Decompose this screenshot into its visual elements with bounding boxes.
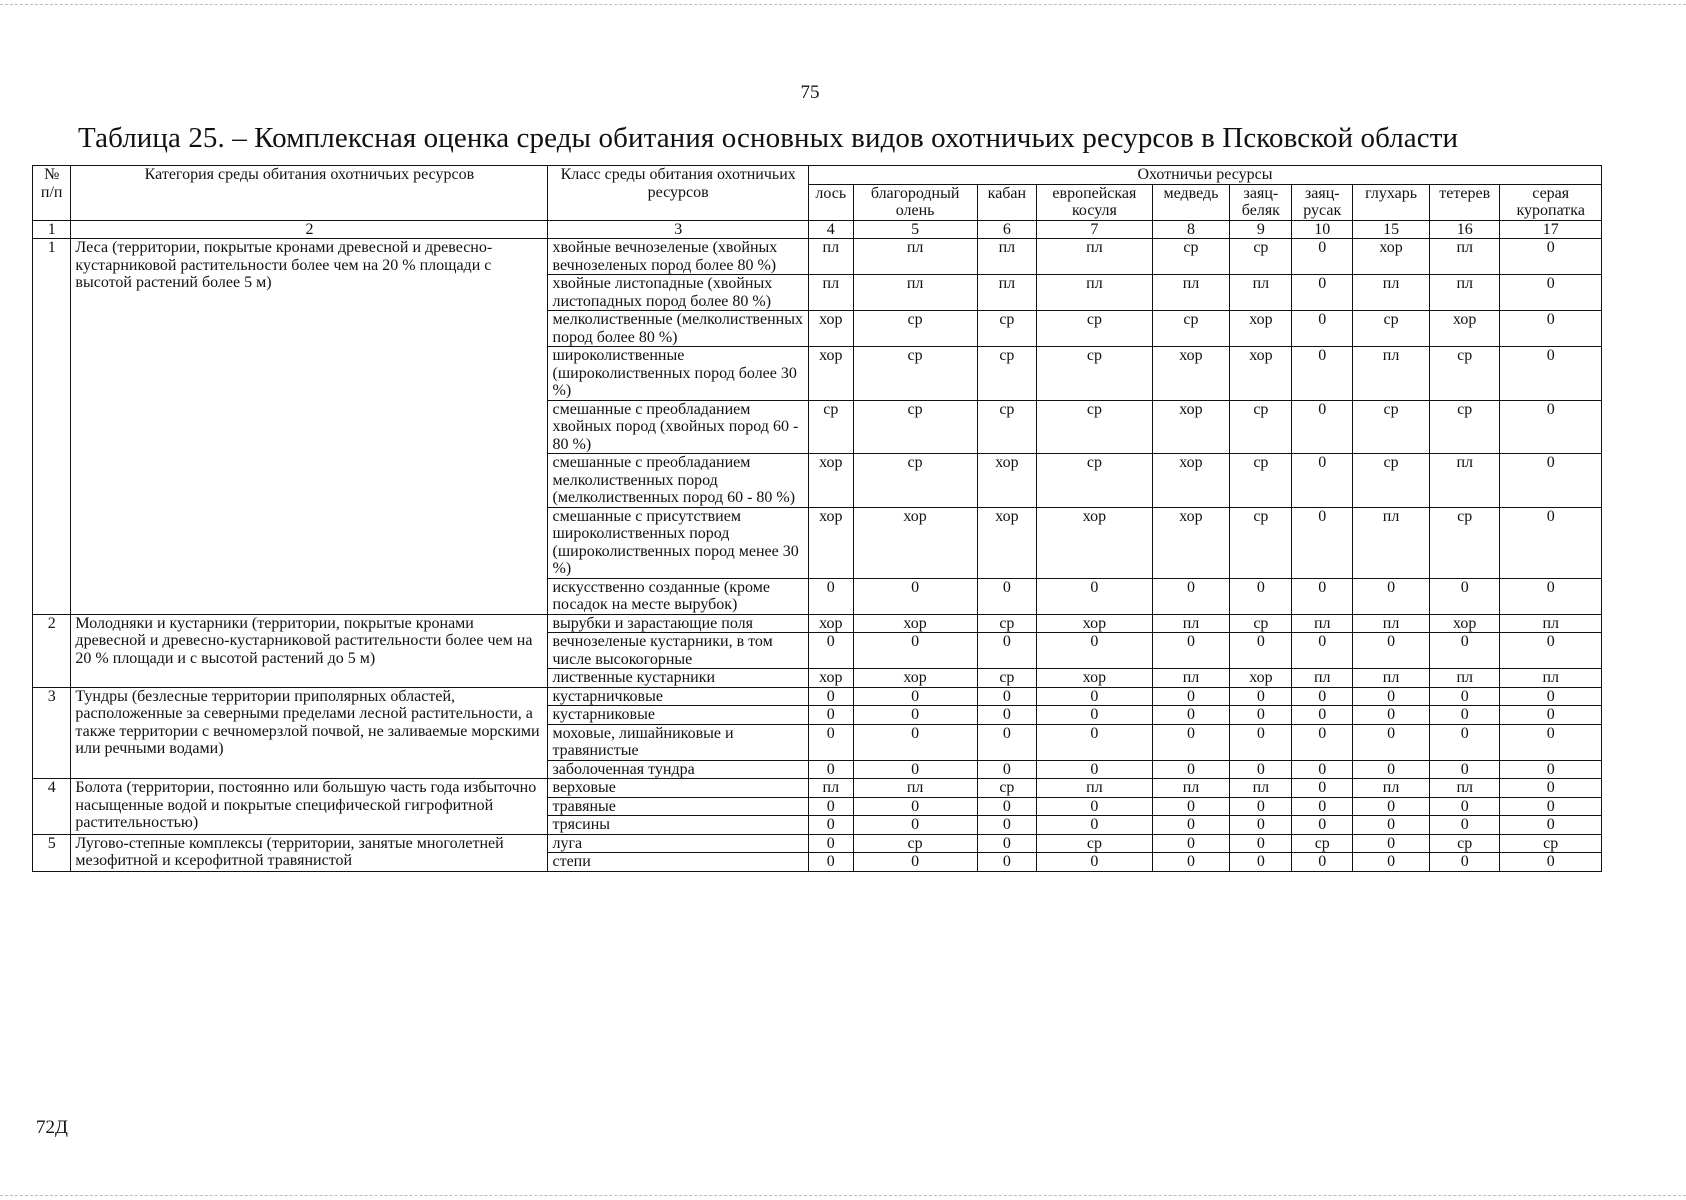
column-number: 9 bbox=[1230, 220, 1292, 239]
assessment-cell: пл bbox=[977, 239, 1037, 275]
assessment-cell: 0 bbox=[1152, 853, 1230, 872]
assessment-cell: пл bbox=[1353, 614, 1430, 633]
assessment-cell: хор bbox=[1230, 669, 1292, 688]
assessment-cell: 0 bbox=[1500, 400, 1602, 454]
assessment-cell: ср bbox=[853, 834, 977, 853]
assessment-cell: 0 bbox=[808, 853, 853, 872]
habitat-class: смешанные с присутствием широколиственных пород (широколиственных пород менее 30 %) bbox=[548, 507, 808, 578]
assessment-cell: хор bbox=[853, 669, 977, 688]
assessment-cell: хор bbox=[808, 347, 853, 401]
habitat-class: лиственные кустарники bbox=[548, 669, 808, 688]
assessment-cell: 0 bbox=[1353, 760, 1430, 779]
habitat-category: Молодняки и кустарники (территории, покрытые кронами древесной и древесно-кустарниковой растительности более чем на 20 % площади и с высотой растений до 5 м) bbox=[71, 614, 548, 687]
assessment-cell: 0 bbox=[853, 687, 977, 706]
col-header-class: Класс среды обитания охотничьих ресурсов bbox=[548, 166, 808, 221]
col-header-species: европейская косуля bbox=[1037, 184, 1152, 220]
column-number: 16 bbox=[1430, 220, 1500, 239]
assessment-cell: 0 bbox=[1292, 347, 1353, 401]
assessment-cell: 0 bbox=[808, 724, 853, 760]
habitat-class: заболоченная тундра bbox=[548, 760, 808, 779]
assessment-cell: 0 bbox=[1500, 706, 1602, 725]
assessment-cell: ср bbox=[1430, 400, 1500, 454]
assessment-cell: ср bbox=[1037, 454, 1152, 508]
assessment-cell: 0 bbox=[1500, 816, 1602, 835]
assessment-cell: хор bbox=[853, 614, 977, 633]
assessment-cell: ср bbox=[853, 311, 977, 347]
row-number: 1 bbox=[33, 239, 71, 615]
assessment-cell: ср bbox=[1430, 834, 1500, 853]
assessment-cell: хор bbox=[1152, 347, 1230, 401]
assessment-cell: 0 bbox=[1500, 275, 1602, 311]
habitat-category: Болота (территории, постоянно или большую часть года избыточно насыщенные водой и покрытые специфической гигрофитной растительностью) bbox=[71, 779, 548, 835]
habitat-class: хвойные листопадные (хвойных листопадных пород более 80 %) bbox=[548, 275, 808, 311]
assessment-cell: 0 bbox=[1500, 239, 1602, 275]
assessment-cell: ср bbox=[1430, 507, 1500, 578]
assessment-cell: 0 bbox=[808, 797, 853, 816]
habitat-category: Тундры (безлесные территории приполярных областей, расположенные за северными пределами лесной растительности, а также территории с вечномерзлой почвой, не заливаемые морскими или речными водами) bbox=[71, 687, 548, 779]
assessment-cell: 0 bbox=[1037, 724, 1152, 760]
assessment-cell: пл bbox=[1037, 779, 1152, 798]
assessment-cell: хор bbox=[808, 507, 853, 578]
table-row bbox=[33, 614, 1602, 633]
assessment-cell: 0 bbox=[1230, 687, 1292, 706]
assessment-cell: 0 bbox=[1353, 797, 1430, 816]
assessment-cell: пл bbox=[1430, 239, 1500, 275]
habitat-class: смешанные с преобладанием мелколиственных пород (мелколиственных пород 60 - 80 %) bbox=[548, 454, 808, 508]
habitat-class: хвойные вечнозеленые (хвойных вечнозеленых пород более 80 %) bbox=[548, 239, 808, 275]
column-number: 8 bbox=[1152, 220, 1230, 239]
assessment-cell: 0 bbox=[1500, 311, 1602, 347]
assessment-cell: 0 bbox=[853, 797, 977, 816]
page-number: 75 bbox=[800, 82, 820, 103]
assessment-cell: пл bbox=[1152, 614, 1230, 633]
column-number: 4 bbox=[808, 220, 853, 239]
habitat-class: мелколиственные (мелколиственных пород более 80 %) bbox=[548, 311, 808, 347]
assessment-cell: 0 bbox=[1353, 853, 1430, 872]
scan-top-edge bbox=[0, 4, 1686, 5]
assessment-cell: хор bbox=[1230, 347, 1292, 401]
assessment-cell: 0 bbox=[808, 706, 853, 725]
assessment-cell: 0 bbox=[1292, 853, 1353, 872]
assessment-cell: пл bbox=[1152, 275, 1230, 311]
assessment-cell: 0 bbox=[1353, 578, 1430, 614]
assessment-cell: 0 bbox=[1292, 706, 1353, 725]
assessment-cell: пл bbox=[1430, 779, 1500, 798]
assessment-cell: пл bbox=[1292, 669, 1353, 688]
assessment-cell: 0 bbox=[1292, 816, 1353, 835]
col-header-species: лось bbox=[808, 184, 853, 220]
assessment-cell: 0 bbox=[1430, 706, 1500, 725]
assessment-cell: 0 bbox=[1152, 834, 1230, 853]
assessment-cell: ср bbox=[1152, 239, 1230, 275]
assessment-cell: пл bbox=[1353, 275, 1430, 311]
assessment-cell: 0 bbox=[977, 706, 1037, 725]
assessment-cell: 0 bbox=[1292, 239, 1353, 275]
assessment-cell: ср bbox=[1353, 400, 1430, 454]
assessment-cell: 0 bbox=[853, 706, 977, 725]
assessment-cell: 0 bbox=[1037, 816, 1152, 835]
assessment-cell: пл bbox=[1353, 507, 1430, 578]
assessment-cell: 0 bbox=[1037, 853, 1152, 872]
habitat-class: травяные bbox=[548, 797, 808, 816]
assessment-cell: 0 bbox=[1353, 834, 1430, 853]
assessment-cell: 0 bbox=[808, 834, 853, 853]
habitat-class: широколиственные (широколиственных пород более 30 %) bbox=[548, 347, 808, 401]
habitat-class: верховые bbox=[548, 779, 808, 798]
assessment-cell: 0 bbox=[1500, 779, 1602, 798]
column-number: 2 bbox=[71, 220, 548, 239]
assessment-cell: 0 bbox=[1152, 633, 1230, 669]
assessment-cell: пл bbox=[977, 275, 1037, 311]
assessment-cell: 0 bbox=[853, 816, 977, 835]
assessment-cell: пл bbox=[1430, 669, 1500, 688]
habitat-class: моховые, лишайниковые и травянистые bbox=[548, 724, 808, 760]
header-row-1 bbox=[33, 166, 1602, 185]
assessment-cell: 0 bbox=[977, 797, 1037, 816]
assessment-cell: пл bbox=[1292, 614, 1353, 633]
column-number: 5 bbox=[853, 220, 977, 239]
assessment-cell: хор bbox=[808, 614, 853, 633]
assessment-cell: 0 bbox=[1430, 853, 1500, 872]
table-row bbox=[33, 687, 1602, 706]
habitat-assessment-table bbox=[32, 165, 1602, 872]
assessment-cell: 0 bbox=[1500, 347, 1602, 401]
table-row bbox=[33, 239, 1602, 275]
assessment-cell: хор bbox=[1353, 239, 1430, 275]
assessment-cell: пл bbox=[1353, 669, 1430, 688]
assessment-cell: пл bbox=[1037, 275, 1152, 311]
assessment-cell: пл bbox=[1037, 239, 1152, 275]
assessment-cell: 0 bbox=[1430, 578, 1500, 614]
assessment-cell: пл bbox=[853, 779, 977, 798]
habitat-class: степи bbox=[548, 853, 808, 872]
col-header-species: заяц-русак bbox=[1292, 184, 1353, 220]
assessment-cell: ср bbox=[853, 454, 977, 508]
habitat-category: Леса (территории, покрытые кронами древесной и древесно-кустарниковой растительности более чем на 20 % площади с высотой растений более 5 м) bbox=[71, 239, 548, 615]
assessment-cell: 0 bbox=[1430, 797, 1500, 816]
assessment-cell: 0 bbox=[1230, 834, 1292, 853]
assessment-cell: хор bbox=[1152, 507, 1230, 578]
assessment-cell: 0 bbox=[1230, 706, 1292, 725]
col-header-species: глухарь bbox=[1353, 184, 1430, 220]
assessment-cell: хор bbox=[977, 507, 1037, 578]
assessment-cell: 0 bbox=[1037, 797, 1152, 816]
assessment-cell: 0 bbox=[1292, 275, 1353, 311]
assessment-cell: 0 bbox=[1430, 687, 1500, 706]
assessment-cell: 0 bbox=[1037, 633, 1152, 669]
column-number: 17 bbox=[1500, 220, 1602, 239]
assessment-cell: ср bbox=[1430, 347, 1500, 401]
assessment-cell: ср bbox=[1152, 311, 1230, 347]
col-header-species: заяц-беляк bbox=[1230, 184, 1292, 220]
assessment-cell: 0 bbox=[1353, 724, 1430, 760]
assessment-cell: 0 bbox=[1500, 853, 1602, 872]
assessment-cell: 0 bbox=[853, 853, 977, 872]
assessment-cell: 0 bbox=[1500, 633, 1602, 669]
assessment-cell: хор bbox=[1430, 614, 1500, 633]
assessment-cell: пл bbox=[1353, 779, 1430, 798]
assessment-cell: 0 bbox=[808, 687, 853, 706]
assessment-cell: 0 bbox=[1037, 760, 1152, 779]
assessment-cell: 0 bbox=[1292, 578, 1353, 614]
assessment-cell: 0 bbox=[1152, 816, 1230, 835]
assessment-cell: 0 bbox=[1292, 687, 1353, 706]
assessment-cell: хор bbox=[808, 669, 853, 688]
assessment-cell: 0 bbox=[1292, 400, 1353, 454]
assessment-cell: пл bbox=[1430, 275, 1500, 311]
assessment-cell: ср bbox=[977, 779, 1037, 798]
assessment-cell: ср bbox=[1037, 311, 1152, 347]
col-header-species: благородный олень bbox=[853, 184, 977, 220]
assessment-cell: пл bbox=[808, 239, 853, 275]
assessment-cell: ср bbox=[808, 400, 853, 454]
assessment-cell: 0 bbox=[1430, 724, 1500, 760]
assessment-cell: хор bbox=[977, 454, 1037, 508]
document-code: 72Д bbox=[36, 1117, 68, 1138]
assessment-cell: ср bbox=[853, 347, 977, 401]
assessment-cell: хор bbox=[1037, 614, 1152, 633]
assessment-cell: 0 bbox=[808, 816, 853, 835]
assessment-cell: ср bbox=[977, 311, 1037, 347]
assessment-cell: 0 bbox=[1500, 507, 1602, 578]
assessment-cell: 0 bbox=[977, 724, 1037, 760]
assessment-cell: 0 bbox=[1152, 706, 1230, 725]
assessment-cell: хор bbox=[1152, 400, 1230, 454]
habitat-class: вырубки и зарастающие поля bbox=[548, 614, 808, 633]
row-number: 2 bbox=[33, 614, 71, 687]
assessment-cell: 0 bbox=[1230, 578, 1292, 614]
assessment-cell: 0 bbox=[1292, 760, 1353, 779]
assessment-cell: ср bbox=[1292, 834, 1353, 853]
assessment-cell: хор bbox=[1037, 669, 1152, 688]
assessment-cell: ср bbox=[977, 669, 1037, 688]
assessment-cell: пл bbox=[808, 779, 853, 798]
habitat-class: искусственно созданные (кроме посадок на месте вырубок) bbox=[548, 578, 808, 614]
assessment-cell: 0 bbox=[1353, 633, 1430, 669]
assessment-cell: 0 bbox=[977, 834, 1037, 853]
scan-bottom-edge bbox=[0, 1195, 1686, 1196]
assessment-cell: 0 bbox=[1292, 633, 1353, 669]
assessment-cell: 0 bbox=[1500, 454, 1602, 508]
assessment-cell: пл bbox=[1152, 779, 1230, 798]
assessment-cell: 0 bbox=[1500, 760, 1602, 779]
assessment-cell: 0 bbox=[977, 853, 1037, 872]
col-header-category: Категория среды обитания охотничьих ресурсов bbox=[71, 166, 548, 221]
assessment-cell: 0 bbox=[1353, 816, 1430, 835]
assessment-cell: ср bbox=[1230, 614, 1292, 633]
col-header-species: тетерев bbox=[1430, 184, 1500, 220]
assessment-cell: хор bbox=[1152, 454, 1230, 508]
assessment-cell: ср bbox=[1353, 454, 1430, 508]
table-row bbox=[33, 834, 1602, 853]
assessment-cell: 0 bbox=[808, 633, 853, 669]
assessment-cell: 0 bbox=[1292, 507, 1353, 578]
assessment-cell: ср bbox=[1500, 834, 1602, 853]
assessment-cell: 0 bbox=[1500, 687, 1602, 706]
assessment-cell: 0 bbox=[1500, 797, 1602, 816]
assessment-cell: пл bbox=[808, 275, 853, 311]
table-row bbox=[33, 779, 1602, 798]
assessment-cell: 0 bbox=[1430, 816, 1500, 835]
row-number: 4 bbox=[33, 779, 71, 835]
assessment-cell: 0 bbox=[1292, 779, 1353, 798]
assessment-cell: ср bbox=[1230, 454, 1292, 508]
assessment-cell: ср bbox=[1353, 311, 1430, 347]
assessment-cell: пл bbox=[1500, 669, 1602, 688]
assessment-cell: 0 bbox=[977, 687, 1037, 706]
col-header-no: № п/п bbox=[33, 166, 71, 221]
assessment-cell: 0 bbox=[977, 578, 1037, 614]
table-body bbox=[33, 239, 1602, 872]
assessment-cell: ср bbox=[1230, 400, 1292, 454]
assessment-cell: пл bbox=[1500, 614, 1602, 633]
assessment-cell: 0 bbox=[1037, 706, 1152, 725]
column-number: 1 bbox=[33, 220, 71, 239]
column-number: 10 bbox=[1292, 220, 1353, 239]
habitat-class: вечнозеленые кустарники, в том числе высокогорные bbox=[548, 633, 808, 669]
assessment-cell: 0 bbox=[1230, 797, 1292, 816]
col-header-species: серая куропатка bbox=[1500, 184, 1602, 220]
assessment-cell: 0 bbox=[1152, 578, 1230, 614]
col-header-species: кабан bbox=[977, 184, 1037, 220]
column-number: 6 bbox=[977, 220, 1037, 239]
column-number: 3 bbox=[548, 220, 808, 239]
assessment-cell: хор bbox=[1430, 311, 1500, 347]
assessment-cell: хор bbox=[1230, 311, 1292, 347]
assessment-cell: 0 bbox=[1292, 724, 1353, 760]
col-header-resources: Охотничьи ресурсы bbox=[808, 166, 1601, 185]
assessment-cell: 0 bbox=[1500, 724, 1602, 760]
assessment-cell: ср bbox=[977, 614, 1037, 633]
assessment-cell: 0 bbox=[1230, 760, 1292, 779]
assessment-cell: 0 bbox=[1152, 760, 1230, 779]
assessment-cell: 0 bbox=[808, 760, 853, 779]
assessment-cell: 0 bbox=[1500, 578, 1602, 614]
assessment-cell: 0 bbox=[1230, 816, 1292, 835]
assessment-cell: пл bbox=[1152, 669, 1230, 688]
assessment-cell: 0 bbox=[1037, 687, 1152, 706]
assessment-cell: ср bbox=[1037, 834, 1152, 853]
col-header-species: медведь bbox=[1152, 184, 1230, 220]
assessment-cell: 0 bbox=[977, 760, 1037, 779]
assessment-cell: 0 bbox=[853, 578, 977, 614]
assessment-cell: пл bbox=[1430, 454, 1500, 508]
assessment-cell: 0 bbox=[977, 816, 1037, 835]
column-number: 7 bbox=[1037, 220, 1152, 239]
assessment-cell: ср bbox=[1037, 347, 1152, 401]
habitat-class: кустарничковые bbox=[548, 687, 808, 706]
habitat-class: смешанные с преобладанием хвойных пород (хвойных пород 60 - 80 %) bbox=[548, 400, 808, 454]
assessment-cell: хор bbox=[808, 311, 853, 347]
habitat-class: кустарниковые bbox=[548, 706, 808, 725]
habitat-class: луга bbox=[548, 834, 808, 853]
assessment-cell: пл bbox=[853, 275, 977, 311]
column-number: 15 bbox=[1353, 220, 1430, 239]
assessment-cell: пл bbox=[1353, 347, 1430, 401]
row-number: 3 bbox=[33, 687, 71, 779]
assessment-cell: 0 bbox=[853, 633, 977, 669]
assessment-cell: 0 bbox=[1230, 633, 1292, 669]
assessment-cell: 0 bbox=[977, 633, 1037, 669]
assessment-cell: хор bbox=[808, 454, 853, 508]
assessment-cell: 0 bbox=[1230, 853, 1292, 872]
assessment-cell: 0 bbox=[1292, 797, 1353, 816]
assessment-cell: ср bbox=[977, 347, 1037, 401]
habitat-category: Лугово-степные комплексы (территории, занятые многолетней мезофитной и ксерофитной травянистой bbox=[71, 834, 548, 871]
assessment-cell: 0 bbox=[1152, 797, 1230, 816]
assessment-cell: 0 bbox=[1353, 706, 1430, 725]
assessment-cell: пл bbox=[1230, 779, 1292, 798]
assessment-cell: ср bbox=[1037, 400, 1152, 454]
assessment-cell: хор bbox=[853, 507, 977, 578]
assessment-cell: 0 bbox=[1292, 311, 1353, 347]
assessment-cell: 0 bbox=[853, 760, 977, 779]
assessment-cell: 0 bbox=[1037, 578, 1152, 614]
assessment-cell: ср bbox=[853, 400, 977, 454]
assessment-cell: 0 bbox=[1430, 633, 1500, 669]
assessment-cell: 0 bbox=[1353, 687, 1430, 706]
assessment-cell: пл bbox=[1230, 275, 1292, 311]
assessment-cell: ср bbox=[1230, 239, 1292, 275]
column-number-row bbox=[33, 220, 1602, 239]
assessment-cell: 0 bbox=[1152, 724, 1230, 760]
assessment-cell: 0 bbox=[1152, 687, 1230, 706]
row-number: 5 bbox=[33, 834, 71, 871]
assessment-cell: 0 bbox=[808, 578, 853, 614]
assessment-cell: ср bbox=[1230, 507, 1292, 578]
assessment-cell: 0 bbox=[1430, 760, 1500, 779]
assessment-cell: 0 bbox=[1230, 724, 1292, 760]
assessment-cell: 0 bbox=[1292, 454, 1353, 508]
habitat-class: трясины bbox=[548, 816, 808, 835]
table-title: Таблица 25. – Комплексная оценка среды обитания основных видов охотничьих ресурсов в Псковской области bbox=[78, 122, 1459, 154]
assessment-cell: хор bbox=[1037, 507, 1152, 578]
assessment-cell: 0 bbox=[853, 724, 977, 760]
assessment-cell: пл bbox=[853, 239, 977, 275]
assessment-cell: ср bbox=[977, 400, 1037, 454]
